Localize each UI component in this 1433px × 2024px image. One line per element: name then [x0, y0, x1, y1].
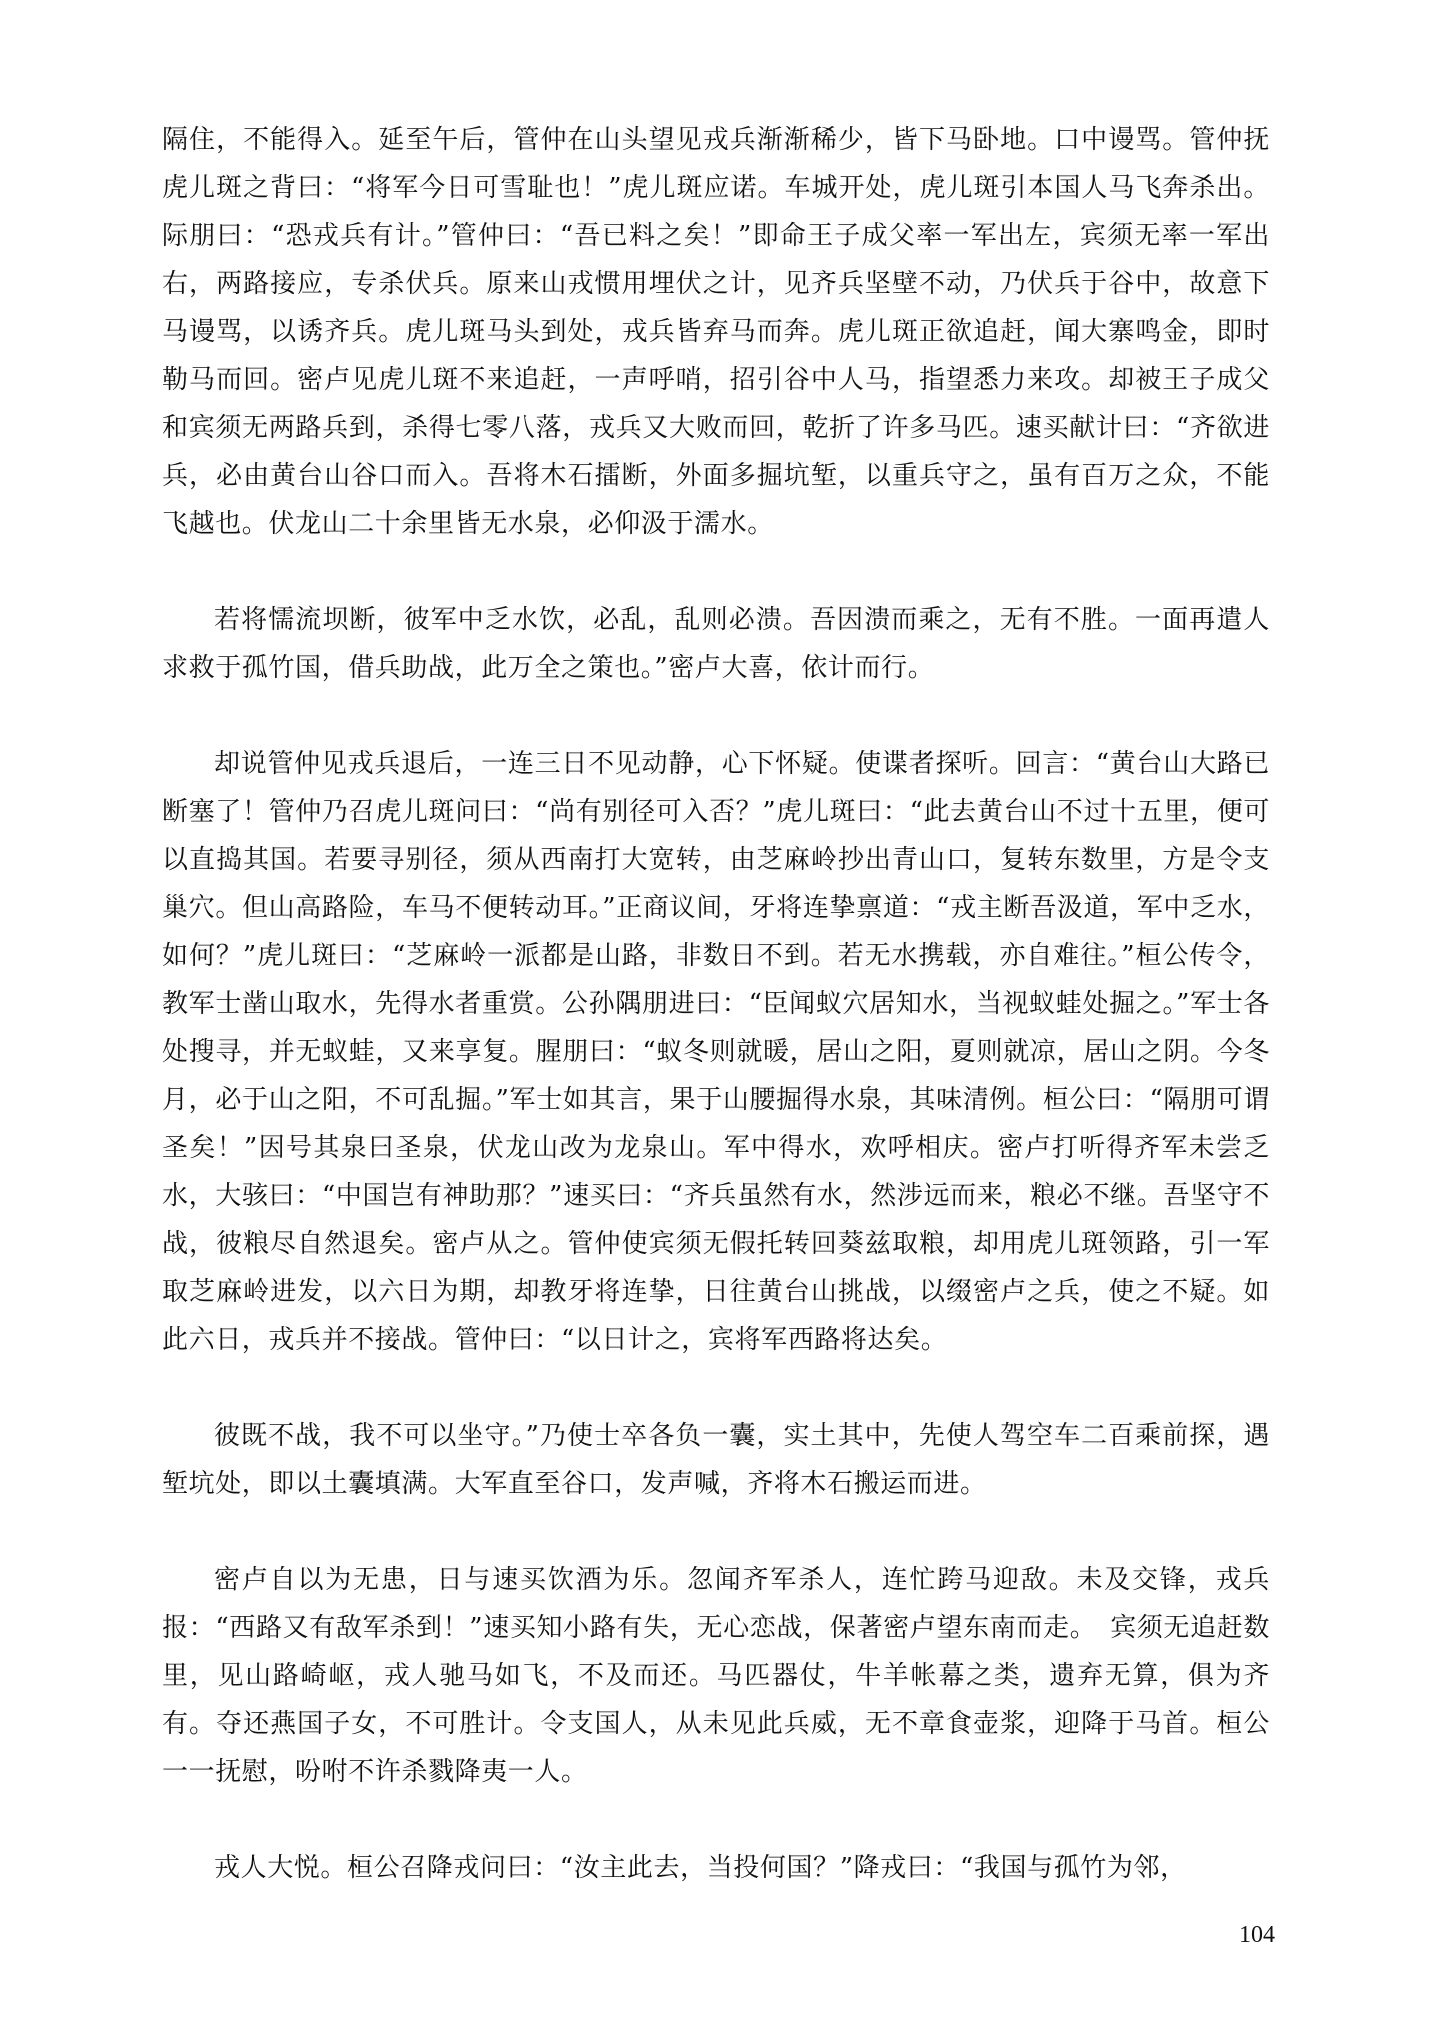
paragraph-1: 隔住，不能得入。延至午后，管仲在山头望见戎兵渐渐稀少，皆下马卧地。口中谩骂。管仲抚虎儿斑之背曰：“将军今日可雪耻也！”虎儿斑应诺。车城开处，虎儿斑引本国人马飞奔杀出。际朋曰：“恐戎兵有计。”管仲曰：“吾已料之矣！”即命王子成父率一军出左，宾须无率一军出右，两路接应，专杀伏兵。原来山戎惯用埋伏之计，见齐兵坚壁不动，乃伏兵于谷中，故意下马谩骂，以诱齐兵。虎儿斑马头到处，戎兵皆弃马而奔。虎儿斑正欲追赶，闻大寨鸣金，即时勒马而回。密卢见虎儿斑不来追赶，一声呼哨，招引谷中人马，指望悉力来攻。却被王子成父和宾须无两路兵到，杀得七零八落，戎兵又大败而回，乾折了许多马匹。速买献计曰：“齐欲进兵，必由黄台山谷口而入。吾将木石擂断，外面多掘坑堑，以重兵守之，虽有百万之众，不能飞越也。伏龙山二十余里皆无水泉，必仰汲于濡水。 [162, 125, 1270, 539]
paragraph-5: 密卢自以为无患，日与速买饮酒为乐。忽闻齐军杀人，连忙跨马迎敌。未及交锋，戎兵报：“西路又有敌军杀到！”速买知小路有失，无心恋战，保著密卢望东南而走。 宾须无追赶数里，见山路崎岖，戎人驰马如飞，不及而还。马匹器仗，牛羊帐幕之类，遗弃无算，俱为齐有。夺还燕国子女，不可胜计。令支国人，从未见此兵威，无不章食壶浆，迎降于马首。桓公一一抚慰，吩咐不许杀戮降夷一人。 [162, 1565, 1270, 1787]
body-text [162, 116, 1270, 1892]
paragraph-6: 戎人大悦。桓公召降戎问曰：“汝主此去，当投何国？”降戎曰：“我国与孤竹为邻， [214, 1853, 1187, 1883]
paragraph-2: 若将懦流坝断，彼军中乏水饮，必乱，乱则必溃。吾因溃而乘之，无有不胜。一面再遣人求救于孤竹国，借兵助战，此万全之策也。”密卢大喜，依计而行。 [162, 605, 1270, 683]
paragraph-4: 彼既不战，我不可以坐守。”乃使士卒各负一囊，实土其中，先使人驾空车二百乘前探，遇堑坑处，即以土囊填满。大军直至谷口，发声喊，齐将木石搬运而进。 [162, 1421, 1270, 1499]
paragraph-3: 却说管仲见戎兵退后，一连三日不见动静，心下怀疑。使谍者探听。回言：“黄台山大路已断塞了！管仲乃召虎儿斑问曰：“尚有别径可入否？”虎儿斑曰：“此去黄台山不过十五里，便可以直捣其国。若要寻别径，须从西南打大宽转，由芝麻岭抄出青山口，复转东数里，方是令支巢穴。但山高路险，车马不便转动耳。”正商议间，牙将连挚禀道：“戎主断吾汲道，军中乏水，如何？”虎儿斑曰：“芝麻岭一派都是山路，非数日不到。若无水携载，亦自难往。”桓公传令，教军士凿山取水，先得水者重赏。公孙隅朋进曰：“臣闻蚁穴居知水，当视蚁蛙处掘之。”军士各处搜寻，并无蚁蛙，又来享复。腥朋曰：“蚁冬则就暖，居山之阳，夏则就凉，居山之阴。今冬月，必于山之阳，不可乱掘。”军士如其言，果于山腰掘得水泉，其味清例。桓公曰：“隔朋可谓圣矣！”因号其泉曰圣泉，伏龙山改为龙泉山。军中得水，欢呼相庆。密卢打听得齐军未尝乏水，大骇曰：“中国岂有神助那？”速买曰：“齐兵虽然有水，然涉远而来，粮必不继。吾坚守不战，彼粮尽自然退矣。密卢从之。管仲使宾须无假托转回葵兹取粮，却用虎儿斑领路，引一军取芝麻岭进发，以六日为期，却教牙将连挚，日往黄台山挑战，以缀密卢之兵，使之不疑。如此六日，戎兵并不接战。管仲曰：“以日计之，宾将军西路将达矣。 [162, 749, 1270, 1355]
page-number: 104 [1239, 1922, 1275, 1948]
